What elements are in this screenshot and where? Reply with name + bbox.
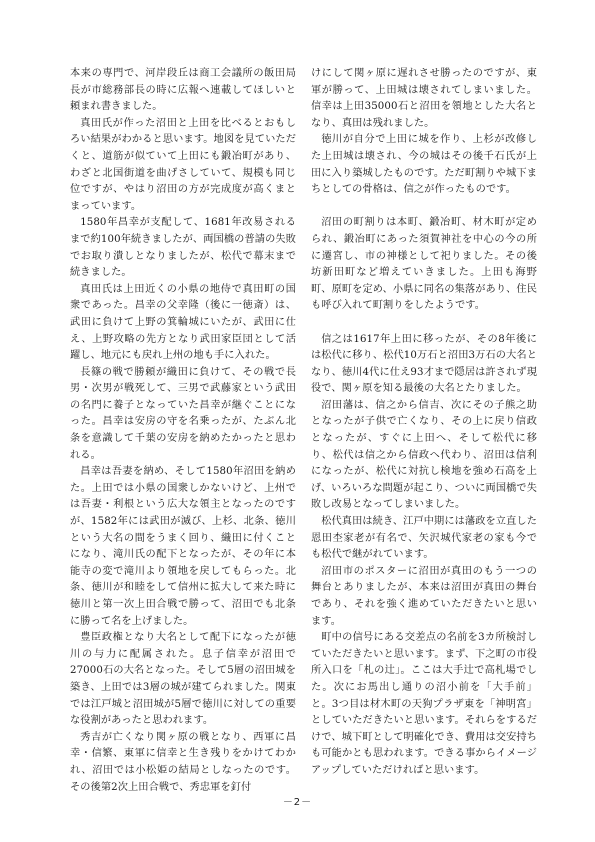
- paragraph: 1580年昌幸が支配して、1681年改易されるまで約100年続きましたが、両国橋の普請の失敗でお取り潰しとなりましたが、松代で幕末まで続きました。: [70, 217, 296, 279]
- paragraph: 信之は1617年上田に移ったが、その8年後には松代に移り、松代10万石と沼田3万石の大名となり、徳川4代に仕え93才まで隠居は許されず現役で、関ヶ原を知る最後の大名とたりました。: [311, 333, 537, 395]
- paragraph: 長篠の戦で勝頼が織田に負けて、その戦で長男・次男が戦死して、三男で武藤家という武田の名門に養子となっていた昌幸が継ぐことになった。昌幸は安房の守を名乗ったが、たぶん北条を意識して千葉の安房を納めたかったと思われる。: [70, 366, 296, 461]
- paragraph: 松代真田は続き、江戸中期には藩政を立直した恩田杢家老が有名で、矢沢城代家老の家も今でも松代で継がれています。: [311, 516, 537, 561]
- paragraph: 真田氏は上田近くの小県の地侍で真田町の国衆であった。昌幸の父幸隆（後に一徳斎）は、武田に負けて上野の箕輪城にいたが、武田に仕え、上野攻略の先方となり武田家臣団として活躍し、地元にも戻れ上州の地も手に入れた。: [70, 283, 296, 362]
- page-number: －2－: [282, 797, 313, 808]
- paragraph: 秀吉が亡くなり関ヶ原の戦となり、西軍に昌幸・信繁、東軍に信幸と生き残りをかけてわかれ、沼田では小松姫の結局としなったのです。その後第2次上田合戦で、秀忠軍を釘付: [70, 731, 296, 793]
- paragraph: 昌幸は吾妻を納め、そして1580年沼田を納めた。上田では小県の国衆しかないけど、上州では吾妻・利根という広大な領主となったのですが、1582年には武田が滅び、上杉、北条、徳川という大名の間をうまく回り、織田に付くことになり、滝川氏の配下となったが、その年に本能寺の変で滝川より領地を戻してもらった。北条、徳川が和睦をして信州に拡大して来た時に徳川と第一次上田合戦で勝って、沼田でも北条に勝って名を上げました。: [70, 466, 296, 627]
- paragraph: けにして関ヶ原に遅れさせ勝ったのですが、東軍が勝って、上田城は壊されてしまいました。信幸は上田35000石と沼田を領地とした大名となり、真田は残れました。: [311, 68, 537, 129]
- paragraph: 沼田藩は、信之から信吉、次にその子熊之助となったが子供で亡くなり、その上に戻り信政となったが、すぐに上田へ、そして松代に移り、松代は信之から信政へ代わり、沼田は信利になったが、松代に対抗し検地を強め石高を上げ、いろいろな問題が起こり、ついに両国橋で失敗し改易となってしまいました。: [311, 399, 537, 511]
- paragraph: 豊臣政権となり大名として配下になったが徳川の与力に配属された。息子信幸が沼田で27000石の大名となった。そして5層の沼田城を築き、上田では3層の城が建てられました。関東では江戸城と沼田城が5層で徳川に対しての重要な役割があったと思われます。: [70, 632, 296, 727]
- paragraph: 徳川が自分で上田に城を作り、上杉が改修した上田城は壊され、今の城はその後千石氏が上田に入り築城したものです。ただ町割りや城下まちとしての骨格は、信之が作ったものです。: [311, 134, 537, 196]
- paragraph: 真田氏が作った沼田と上田を比べるとおもしろい結果がわかると思います。地図を見ていただくと、道筋が似ていて上田にも鍛冶町があり、わざと北国街道を曲げさしていて、規模も同じ位ですが、やはり沼田の方が完成度が高くまとまっています。: [70, 117, 296, 212]
- paragraph: 本来の専門で、河岸段丘は商工会議所の飯田局長が市総務部長の時に広報へ連載してほしいと頼まれ書きました。: [70, 68, 296, 113]
- paragraph: 町中の信号にある交差点の名前を3カ所検討していただきたいと思います。まず、下之町の市役所入口を「札の辻」。ここは大手辻で高札場でした。次にお馬出し通りの沼小前を「大手前」と。3つ目は材木町の天狗プラザ東を「神明宮」としていただきたいと思います。それらをするだけで、城下町として明確化でき、費用は交安持ちも可能かとも思われます。できる事からイメージアップしていただければと思います。: [311, 632, 537, 776]
- text-column-right: [311, 66, 537, 780]
- paragraph: 沼田の町割りは本町、鍛冶町、材木町が定められ、鍛冶町にあった須賀神社を中心の今の所に遷宮し、市の神様として祀りました。その後坊新田町など増えていきました。上田も海野町、原町を定め、小県に同名の集落があり、住民も呼び入れて町割りをしたようです。: [311, 217, 537, 312]
- text-column-left: [70, 66, 296, 796]
- paragraph: 沼田市のポスターに沼田が真田のもう一つの舞台とありましたが、本来は沼田が真田の舞台であり、それを強く進めていただきたいと思います。: [311, 565, 537, 627]
